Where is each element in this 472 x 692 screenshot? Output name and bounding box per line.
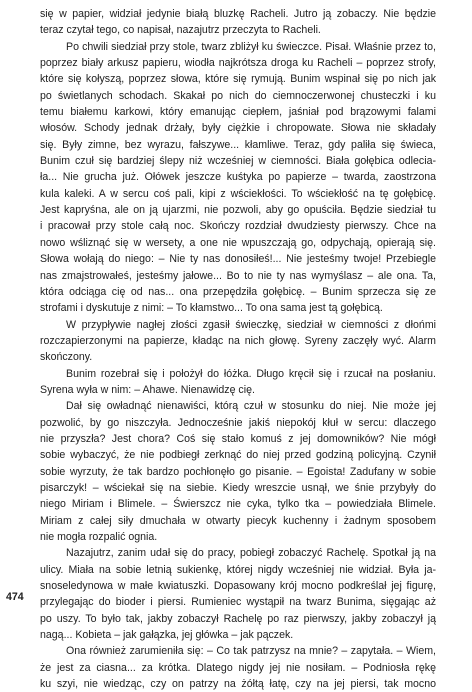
text-line: niego Miriam i Blimele. – Świerszcz nie cyka, tylko tka – powiedziała Blimele. bbox=[40, 498, 436, 511]
text-line: strofami i dyskutuje z nimi: – To kłamstwo... To ona sama jest tą gołębicą. bbox=[40, 302, 383, 315]
text-line: nas zmajstrowałeś, jesteśmy jałowe... Bo to nie ty nas wymyślasz – ale ona. Ta, bbox=[40, 269, 436, 282]
text-line: W przypływie nagłej złości zgasił świeczkę, siedział w ciemności z dłońmi bbox=[66, 318, 436, 331]
text-line: że jest za ciasna... za krótka. Dlatego nigdy jej nie nosiłam. – Podniosła rękę bbox=[40, 661, 436, 674]
text-line: ku szyi, nie wiedząc, czy on patrzy na żółtą łatę, czy na jej piersi, tak mocno bbox=[40, 678, 436, 691]
text-line: kula kaleki. A w sercu coś pali, kipi z wściekłości. To wściekłość na tę gołębicę. bbox=[40, 187, 436, 200]
text-line: nowo wśliznąć się w wersety, a one nie wpuszczają go, odpychają, opierają się. bbox=[40, 236, 436, 249]
text-line: ulicy. Miała na sobie letnią sukienkę, której nigdy wcześniej nie widział. Była ja- bbox=[40, 563, 436, 576]
text-line: Dał się owładnąć nienawiści, którą czuł w stosunku do niej. Nie może jej bbox=[66, 400, 436, 413]
text-line: Po chwili siedział przy stole, twarz zbliżył ku świeczce. Pisał. Właśnie przez to, bbox=[66, 40, 436, 53]
page-number: 474 bbox=[6, 591, 24, 603]
text-line: poprzez biały arkusz papieru, wiodła najkrótsza droga ku Racheli – poprzez strofy, bbox=[40, 57, 436, 70]
text-line: Bunim rozebrał się i położył do łóżka. Długo kręcił się i rzucał na posłaniu. bbox=[66, 367, 436, 380]
text-line: Słowa wołają do niego: – Nie ty nas donosiłeś!... Nie jesteśmy twoje! Przebiegle bbox=[40, 253, 436, 266]
text-line: nie przyszła? Jest chora? Coś się stało komuś z jej domowników? Nie mógł bbox=[40, 432, 436, 445]
text-line: teraz czytał tego, co napisał, nazajutrz przeczyta to Racheli. bbox=[40, 24, 321, 37]
text-line: pozwolić, by go niszczyła. Jednocześnie jakiś niepokój kłuł w sercu: dlaczego bbox=[40, 416, 436, 429]
text-line: się w papier, widział jedynie białą bluzkę Racheli. Jutro ją zobaczy. Nie będzie bbox=[40, 8, 436, 20]
text-line: Bunim czuł się bardziej ślepy niż wcześniej w ciemności. Biała gołębica odlecia- bbox=[40, 155, 436, 168]
text-line: Ona również zarumieniła się: – Co tak patrzysz na mnie? – zapytała. – Wiem, bbox=[66, 645, 436, 658]
text-line: Nazajutrz, zanim udał się do pracy, pobiegł zobaczyć Rachelę. Spotkał ją na bbox=[66, 547, 436, 560]
text-line: Miriam z całej siły dmuchała w otwarty piecyk kuchenny i żadnym sposobem bbox=[40, 514, 436, 527]
text-line: pisarczyk! – wściekał się na siebie. Kiedy wreszcie usnął, we śnie przybyły do bbox=[40, 481, 436, 494]
text-line: Jest kapryśna, ale on ją ujarzmi, nie pozwoli, aby go opuściła. Będzie siedział tu bbox=[40, 204, 436, 217]
text-line: snoseledynowa w małe kwiatuszki. Dopasowany krój mocno podkreślał jej figurę, bbox=[40, 580, 436, 593]
text-line: Syrena wyła w nim: – Ahawe. Nienawidzę cię. bbox=[40, 383, 255, 396]
text-line: sobie wyrzuty, że tak bardzo pochłonęło go pisanie. – Egoista! Zadufany w sobie bbox=[40, 465, 436, 478]
text-line: po uszy. To było tak, jakby zobaczył Rachelę po raz pierwszy, jakby zobaczył ją bbox=[40, 612, 436, 625]
text-line: po świetlanych schodach. Skakał po nich do ciemnoczerwonej chusteczki i ku bbox=[40, 89, 436, 102]
text-line: skończony. bbox=[40, 351, 93, 364]
text-line: która odciąga cię od nas... ona przepędziła gołębicę. – Bunim sprzecza się ze bbox=[40, 285, 436, 298]
text-line: temu białemu karkowi, który emanując ciepłem, jaśniał pod brązowymi falami bbox=[40, 106, 436, 119]
text-line: się. Były zimne, bez wyrazu, fałszywe... kłamliwe. Teraz, gdy paliła się świeca, bbox=[40, 138, 436, 151]
body-text bbox=[40, 6, 436, 692]
text-line: włosów. Schody jednak drżały, były ciężkie i chropowate. Słowa nie składały bbox=[40, 122, 436, 135]
text-line: które się kołyszą, poprzez słowa, które się rymują. Bunim wspinał się po nich jak bbox=[40, 73, 436, 86]
text-line: i pracował przy stole całą noc. Skończy rozdział dwudziesty pierwszy. Chce na bbox=[40, 220, 436, 233]
text-line: przylegając do bioder i piersi. Rumieniec wystąpił na twarz Bunima, sięgając aż bbox=[40, 596, 436, 609]
text-line: rozczapierzonymi na papierze, kładąc na nich głowę. Syreny zaczęły wyć. Alarm bbox=[40, 334, 436, 347]
text-line: ła... Nie grucha już. Ołówek jeszcze kuśtyka po papierze – twarda, zaostrzona bbox=[40, 171, 436, 184]
text-line: nie mogła rozpalić ognia. bbox=[40, 531, 158, 543]
text-line: sobie wybaczyć, że nie podbiegł zerknąć do niej przed godziną policyjną. Czynił bbox=[40, 449, 436, 462]
text-line: nagą... Kobieta – jak gałązka, jej główka – jak pączek. bbox=[40, 629, 294, 642]
